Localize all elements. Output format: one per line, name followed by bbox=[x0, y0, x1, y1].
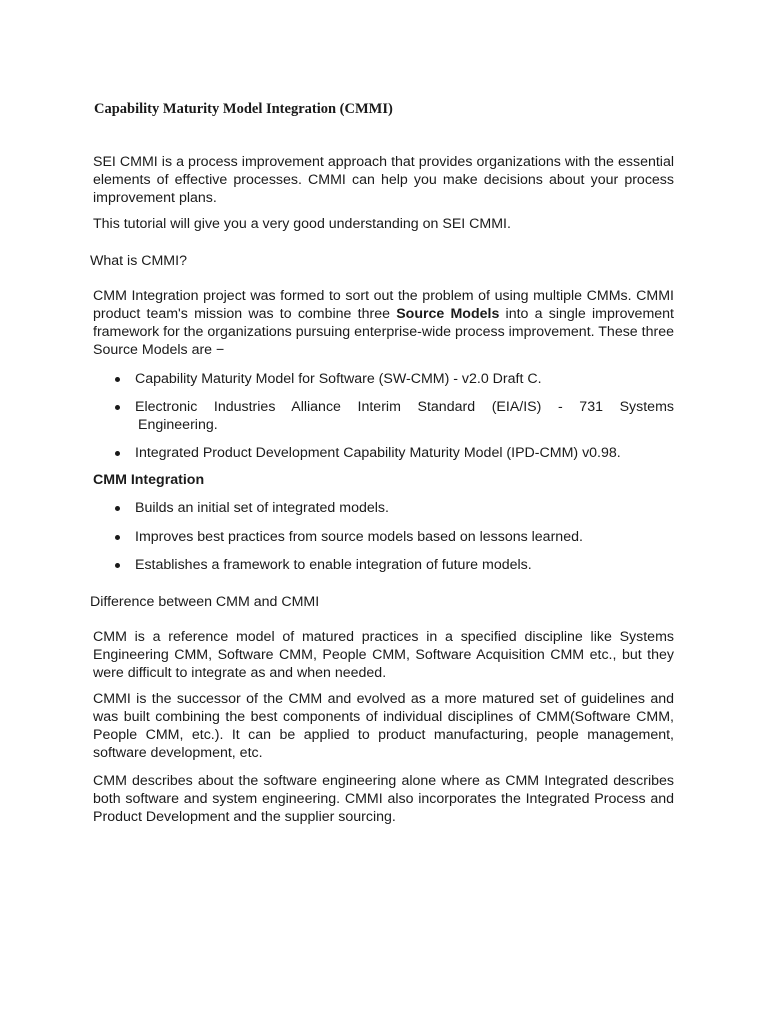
list-item-line-2: Engineering. bbox=[138, 417, 218, 433]
intro-paragraph-2: This tutorial will give you a very good understanding on SEI CMMI. bbox=[93, 216, 511, 232]
section1-paragraph bbox=[93, 287, 674, 359]
bullet-icon bbox=[115, 377, 120, 382]
section-heading-what-is-cmmi: What is CMMI? bbox=[90, 253, 187, 269]
intro-paragraph-1: SEI CMMI is a process improvement approach that provides organizations with the essential elements of effective processes. CMMI can help you make decisions about your process improvement plans. bbox=[93, 154, 674, 206]
list-item-line-1: Electronic Industries Alliance Interim Standard (EIA/IS) - 731 Systems bbox=[135, 399, 674, 415]
bullet-icon bbox=[115, 506, 120, 511]
section1-text-after: into a single improvement framework for the organizations pursuing enterprise-wide process improvement. These three Source Models are − bbox=[93, 306, 674, 358]
section2-paragraph-2: CMMI is the successor of the CMM and evolved as a more matured set of guidelines and was built combining the best components of individual disciplines of CMM(Software CMM, People CMM, etc.). It can be applied to product manufacturing, people management, software development, etc. bbox=[93, 691, 674, 761]
document-title: Capability Maturity Model Integration (CMMI) bbox=[94, 101, 393, 117]
list-item-text: Establishes a framework to enable integration of future models. bbox=[135, 557, 532, 573]
section2-paragraph-3: CMM describes about the software engineering alone where as CMM Integrated describes both software and system engineering. CMMI also incorporates the Integrated Process and Product Development and the supplier sourcing. bbox=[93, 773, 674, 825]
list-item-text bbox=[135, 398, 674, 434]
list-item-text: Builds an initial set of integrated models. bbox=[135, 500, 389, 516]
bullet-icon bbox=[115, 535, 120, 540]
cmm-integration-heading: CMM Integration bbox=[93, 472, 205, 488]
source-models-emphasis: Source Models bbox=[396, 306, 500, 322]
bullet-icon bbox=[115, 563, 120, 568]
section1-text-before: CMM Integration project was formed to sort out the problem of using multiple CMMs. CMMI product team's mission was to combine three bbox=[93, 288, 674, 322]
list-item-text: Capability Maturity Model for Software (SW-CMM) - v2.0 Draft C. bbox=[135, 371, 542, 387]
list-item-text: Integrated Product Development Capability Maturity Model (IPD-CMM) v0.98. bbox=[135, 445, 621, 461]
list-item-text: Improves best practices from source models based on lessons learned. bbox=[135, 529, 583, 545]
section2-paragraph-1: CMM is a reference model of matured practices in a specified discipline like Systems Engineering CMM, Software CMM, People CMM, Software Acquisition CMM etc., but they were difficult to integrate as and when needed. bbox=[93, 629, 674, 681]
bullet-icon bbox=[115, 405, 120, 410]
bullet-icon bbox=[115, 451, 120, 456]
section-heading-difference: Difference between CMM and CMMI bbox=[90, 594, 320, 610]
